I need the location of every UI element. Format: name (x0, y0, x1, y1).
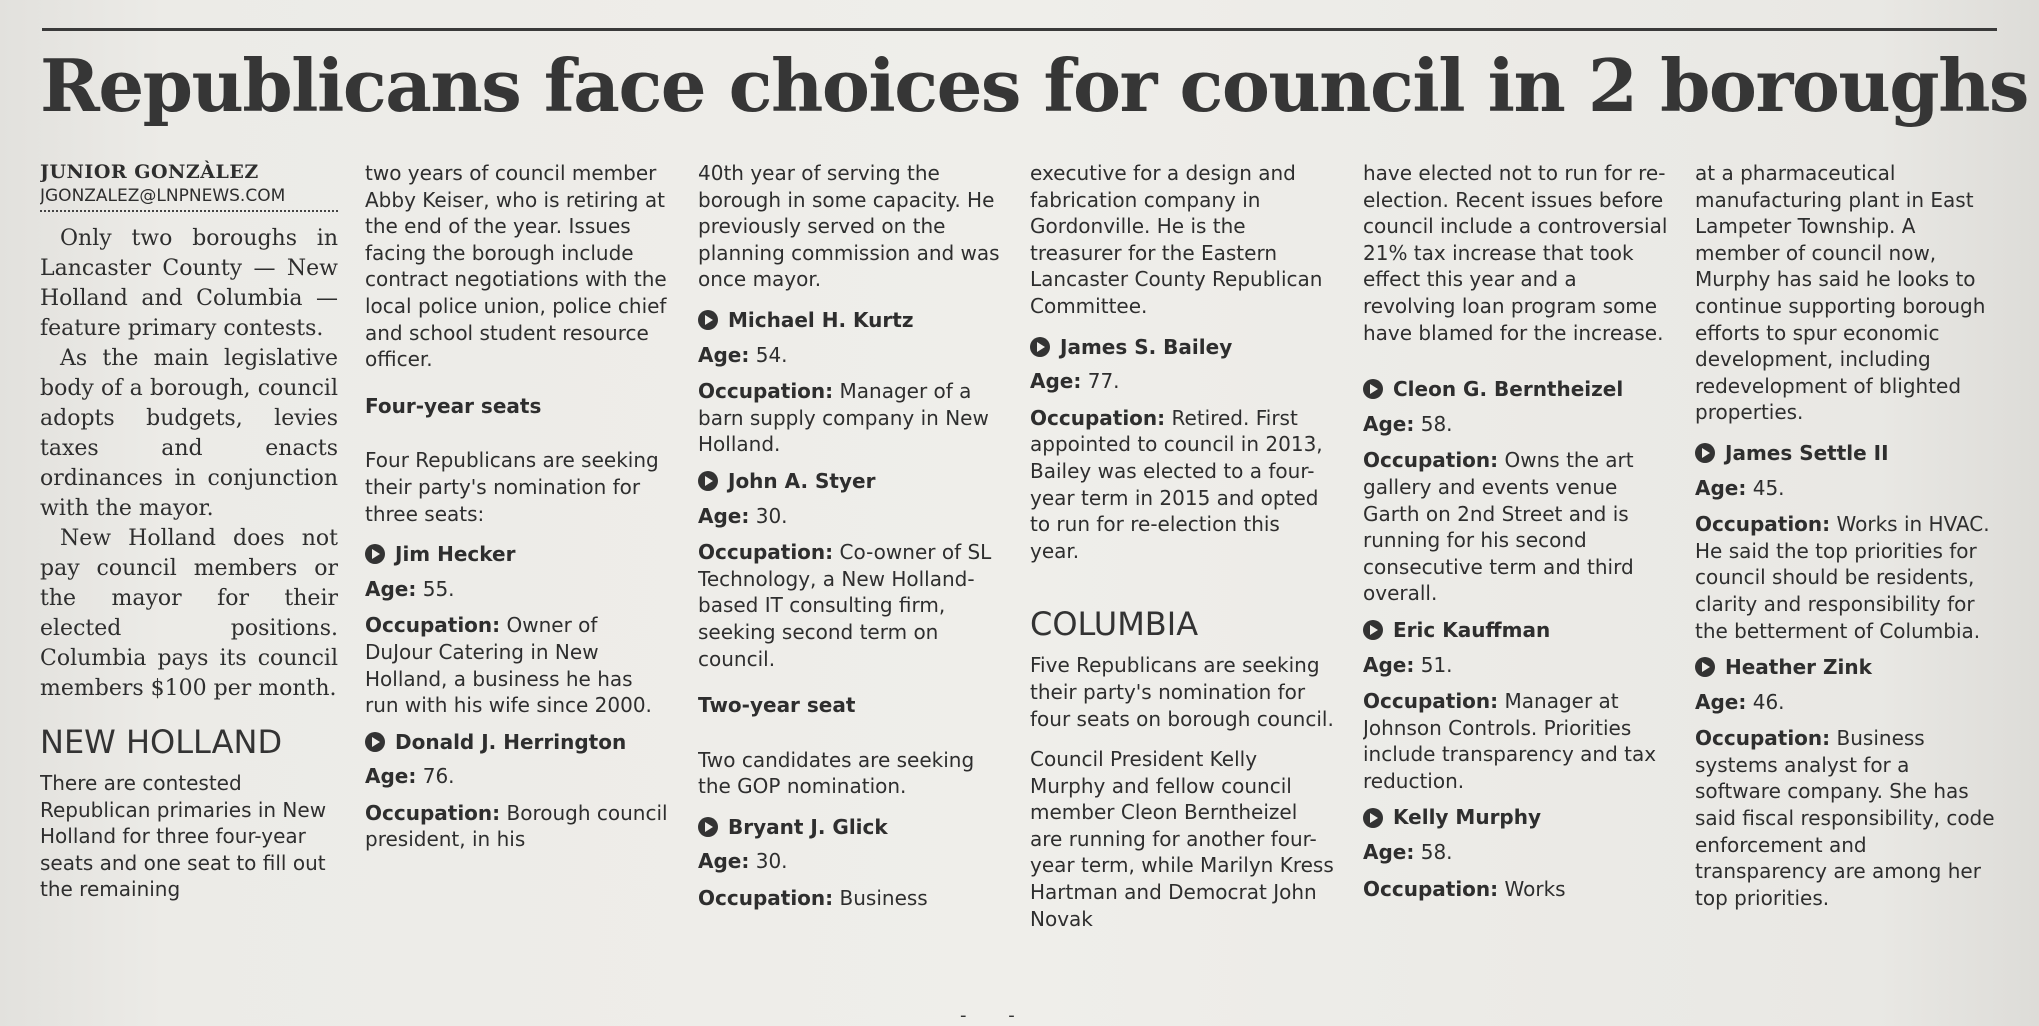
candidate-name-text: Jim Hecker (395, 542, 516, 567)
column-5 (1363, 160, 1668, 990)
occupation-label: Occupation: (1363, 689, 1499, 714)
column-6 (1695, 160, 2000, 990)
occupation-value: Retired. First appointed to council in 2013, Bailey was elected to a four-year term in 2015 and opted to run for re-election this year. (1030, 405, 1323, 563)
occupation-value: Co-owner of SL Technology, a New Holland-based IT consulting firm, seeking second term on council. (698, 540, 992, 671)
age-value: 54. (755, 342, 788, 367)
occupation-label: Occupation: (365, 800, 501, 825)
age-value: 30. (755, 849, 788, 874)
play-bullet-icon (698, 471, 718, 491)
candidate-occupation (1363, 688, 1668, 794)
column-3 (698, 160, 1003, 990)
headline: Republicans face choices for council in 2 boroughs (40, 43, 2028, 128)
candidate-age (1695, 689, 2000, 716)
seats-intro: Two candidates are seeking the GOP nomination. (698, 747, 975, 799)
candidate-name-text: Cleon G. Berntheizel (1393, 377, 1624, 402)
candidate-name-text: John A. Styer (728, 468, 876, 493)
age-label: Age: (698, 849, 750, 874)
occupation-value: Owner of DuJour Catering in New Holland, a business he has run with his wife since 2000. (365, 613, 652, 718)
occupation-label: Occupation: (1030, 405, 1166, 430)
candidate-age (698, 848, 1003, 875)
age-label: Age: (698, 503, 750, 528)
candidate-age (1030, 368, 1335, 395)
candidate-occupation (1363, 447, 1668, 607)
occupation-value: Manager of a barn supply company in New Holland. (698, 379, 989, 457)
play-bullet-icon (698, 817, 718, 837)
age-value: 58. (1420, 411, 1453, 436)
byline-name: JUNIOR GONZÀLEZ (40, 161, 259, 183)
occupation-value: Borough council president, in his (365, 800, 668, 852)
play-bullet-icon (365, 544, 385, 564)
top-rule (42, 28, 1997, 31)
seats-intro: Four Republicans are seeking their party's nomination for three seats: (365, 448, 659, 526)
candidate-name (1695, 654, 2000, 681)
candidate-occupation (698, 885, 1003, 912)
column-1 (40, 160, 338, 990)
age-value: 58. (1420, 840, 1453, 865)
occupation-value: Works in HVAC. He said the top priorities for council should be residents, clarity and responsibility for the betterment of Columbia. (1695, 512, 1990, 643)
occupation-label: Occupation: (698, 379, 834, 404)
candidate-occupation (1695, 725, 2000, 911)
subhead-two-year-seat: Two-year seat (698, 693, 856, 718)
age-label: Age: (1030, 369, 1082, 394)
candidate-name-text: Donald J. Herrington (395, 729, 627, 754)
age-label: Age: (365, 764, 417, 789)
candidate-occupation (698, 539, 1003, 672)
occupation-value: Works (1504, 876, 1566, 901)
age-label: Age: (1363, 840, 1415, 865)
columbia-paragraph: Council President Kelly Murphy and fellow council member Cleon Berntheizel are running for another four-year term, while Marilyn Kress Hartman and Democrat John Novak (1030, 747, 1334, 931)
column-2 (365, 160, 670, 990)
candidate-age (365, 576, 670, 603)
candidate-name (698, 307, 1003, 334)
age-value: 30. (755, 503, 788, 528)
candidate-name-text: Kelly Murphy (1393, 805, 1542, 830)
intro-text (40, 224, 338, 704)
candidate-occupation (365, 800, 670, 853)
section-heading-new-holland: NEW HOLLAND (40, 723, 283, 761)
occupation-label: Occupation: (698, 886, 834, 911)
occupation-label: Occupation: (365, 613, 501, 638)
occupation-label: Occupation: (698, 540, 834, 565)
candidate-age (1363, 839, 1668, 866)
age-value: 55. (422, 576, 455, 601)
age-value: 46. (1752, 689, 1785, 714)
play-bullet-icon (1695, 657, 1715, 677)
candidate-occupation (365, 612, 670, 718)
section-heading-columbia: COLUMBIA (1030, 605, 1199, 644)
candidate-name (1363, 804, 1668, 831)
play-bullet-icon (1363, 620, 1383, 640)
age-value: 51. (1420, 652, 1453, 677)
section-text: There are contested Republican primaries in New Holland for three four-year seats and one seat to fill out the remaining (40, 771, 327, 902)
candidate-name-text: James Settle II (1725, 440, 1889, 465)
continued-text: have elected not to run for re-election. Recent issues before council include a controversial 21% tax increase that took effect this year and a revolving loan program some have blamed for the increase. (1363, 161, 1668, 345)
occupation-value: Owns the art gallery and events venue Garth on 2nd Street and is running for his second consecutive term and third overall. (1363, 448, 1634, 606)
play-bullet-icon (1030, 337, 1050, 357)
play-bullet-icon (1363, 808, 1383, 828)
continued-text: executive for a design and fabrication company in Gordonville. He is the treasurer for the Eastern Lancaster County Republican Committee. (1030, 161, 1323, 318)
candidate-age (698, 503, 1003, 530)
candidate-occupation (1695, 511, 2000, 644)
intro-paragraph: New Holland does not pay council members or the mayor for their elected positions. Columbia pays its council members $100 per month. (40, 526, 338, 701)
candidate-age (698, 342, 1003, 369)
occupation-value: Business (839, 886, 928, 911)
age-label: Age: (1695, 475, 1747, 500)
candidate-name-text: James S. Bailey (1060, 334, 1233, 359)
candidate-name-text: Heather Zink (1725, 655, 1872, 680)
occupation-value: Business systems analyst for a software company. She has said fiscal responsibility, code enforcement and transparency are among her top priorities. (1695, 726, 1995, 910)
age-value: 77. (1087, 369, 1120, 394)
occupation-label: Occupation: (1695, 726, 1831, 751)
continued-text: at a pharmaceutical manufacturing plant in East Lampeter Township. A member of council now, Murphy has said he looks to continue supporting borough efforts to spur economic development, including redevelopment of blighted properties. (1695, 161, 1986, 425)
candidate-age (1363, 411, 1668, 438)
age-label: Age: (1363, 411, 1415, 436)
intro-paragraph: Only two boroughs in Lancaster County — New Holland and Columbia — feature primary contests. (40, 226, 338, 341)
age-value: 76. (422, 764, 455, 789)
continued-text: 40th year of serving the borough in some capacity. He previously served on the planning commission and was once mayor. (698, 161, 1000, 292)
intro-paragraph: As the main legislative body of a borough, council adopts budgets, levies taxes and enacts ordinances in conjunction with the mayor. (40, 346, 338, 521)
candidate-name (365, 729, 670, 756)
age-label: Age: (365, 576, 417, 601)
continued-text: two years of council member Abby Keiser, who is retiring at the end of the year. Issues facing the borough include contract negotiations with the local police union, police chief and school student resource officer. (365, 161, 667, 372)
candidate-name-text: Bryant J. Glick (728, 814, 888, 839)
candidate-name (1363, 617, 1668, 644)
age-label: Age: (1695, 689, 1747, 714)
candidate-name (1695, 440, 2000, 467)
candidate-occupation (698, 378, 1003, 458)
columbia-paragraph: Five Republicans are seeking their party's nomination for four seats on borough council. (1030, 653, 1334, 731)
candidate-name (1363, 376, 1668, 403)
candidate-occupation (1030, 405, 1335, 565)
candidate-name-text: Michael H. Kurtz (728, 307, 914, 332)
occupation-value: Manager at Johnson Controls. Priorities include transparency and tax reduction. (1363, 689, 1657, 793)
byline-email: JGONZALEZ@LNPNEWS.COM (40, 184, 338, 212)
candidate-name (698, 468, 1003, 495)
age-label: Age: (1363, 652, 1415, 677)
candidate-age (365, 763, 670, 790)
candidate-occupation (1363, 876, 1668, 903)
age-label: Age: (698, 342, 750, 367)
candidate-name (1030, 334, 1335, 361)
candidate-age (1695, 475, 2000, 502)
age-value: 45. (1752, 475, 1785, 500)
play-bullet-icon (1363, 379, 1383, 399)
play-bullet-icon (365, 732, 385, 752)
candidate-name-text: Eric Kauffman (1393, 617, 1551, 642)
play-bullet-icon (698, 310, 718, 330)
candidate-name (365, 541, 670, 568)
play-bullet-icon (1695, 443, 1715, 463)
footer-marks: - - (960, 1005, 1033, 1026)
occupation-label: Occupation: (1363, 876, 1499, 901)
occupation-label: Occupation: (1363, 448, 1499, 473)
candidate-age (1363, 652, 1668, 679)
column-4 (1030, 160, 1335, 990)
subhead-four-year-seats: Four-year seats (365, 393, 542, 418)
candidate-name (698, 814, 1003, 841)
occupation-label: Occupation: (1695, 512, 1831, 537)
